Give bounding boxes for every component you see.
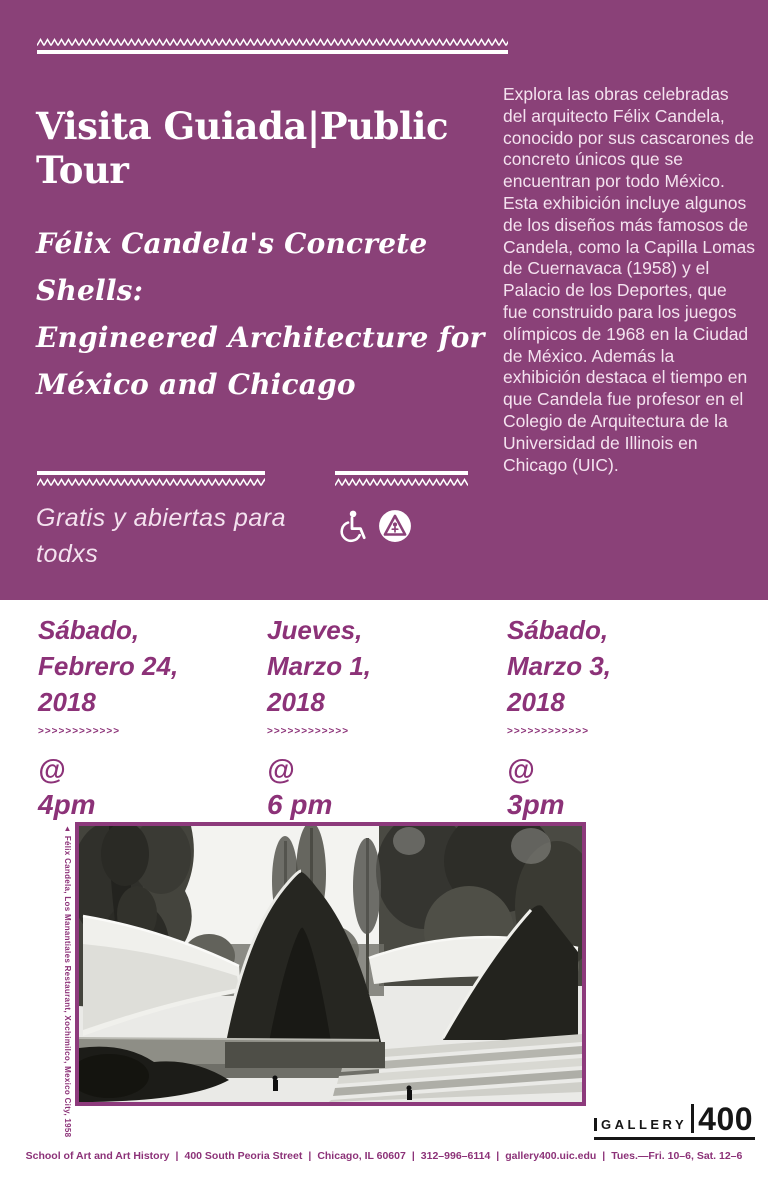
triangle-circle-access-icon	[378, 509, 412, 543]
chevron-divider: >>>>>>>>>>>>	[267, 726, 350, 737]
session-day: Sábado,	[507, 615, 609, 645]
left-bar-zigzag-divider	[37, 471, 265, 487]
footer-hours: Tues.—Fri. 10–6, Sat. 12–6	[611, 1150, 743, 1162]
session-column-mar3	[507, 612, 722, 823]
wheelchair-accessible-icon	[335, 508, 369, 544]
footer-city: Chicago, IL 60607	[317, 1150, 406, 1162]
chevron-divider: >>>>>>>>>>>>	[38, 726, 121, 737]
exhibition-photo	[75, 822, 586, 1106]
footer-school: School of Art and Art History	[25, 1150, 170, 1162]
session-year: 2018	[267, 687, 325, 717]
session-column-feb24	[38, 612, 253, 823]
divider-bar	[335, 471, 468, 475]
zigzag-line-icon	[37, 38, 508, 47]
at-symbol: @	[267, 754, 295, 785]
footer-contact-line	[0, 1150, 768, 1162]
exhibition-title-line: Engineered Architecture for	[36, 321, 485, 354]
footer-phone: 312–996–6114	[420, 1150, 491, 1162]
footer-separator: |	[308, 1150, 312, 1162]
footer-street: 400 South Peoria Street	[184, 1150, 303, 1162]
right-bar-zigzag-divider	[335, 471, 468, 487]
chevron-divider: >>>>>>>>>>>>	[507, 726, 590, 737]
session-time: 4pm	[38, 789, 96, 820]
session-date: Marzo 3,	[507, 651, 612, 681]
session-time: 3pm	[507, 789, 565, 820]
session-column-mar1	[267, 612, 482, 823]
accessibility-icons	[335, 508, 412, 544]
footer-separator: |	[602, 1150, 606, 1162]
divider-bar	[37, 50, 508, 54]
photo-caption: ▲ Félix Candela, Los Manantiales Restaurant, Xochimilco, Mexico City, 1958	[63, 824, 72, 1138]
logo-number-text: 400	[698, 1101, 754, 1137]
session-year: 2018	[38, 687, 96, 717]
exhibition-description: Explora las obras celebradas del arquitecto Félix Candela, conocido por sus cascarones de concreto únicos que se encuentran por todo México. Esta exhibición incluye algunos de los diseños más famosos de Candela, como la Capilla Lomas de Cuernavaca (1958) y el Palacio de los Deportes, que fue construido para los juegos olímpicos de 1968 en la Ciudad de México. Además la exhibición destaca el tiempo en que Candela fue profesor en el Colegio de Arquitectura de la Universidad de Illinois en Chicago (UIC).	[503, 84, 755, 475]
footer-website: gallery400.uic.edu	[505, 1150, 597, 1162]
footer-separator: |	[175, 1150, 179, 1162]
at-symbol: @	[38, 754, 66, 785]
session-day: Sábado,	[38, 615, 140, 645]
footer-separator: |	[411, 1150, 415, 1162]
tour-title: Visita Guiada|Public Tour	[36, 104, 449, 192]
session-year: 2018	[507, 687, 565, 717]
divider-bar	[37, 471, 265, 475]
session-date: Febrero 24,	[38, 651, 179, 681]
free-open-label: Gratis y abiertas para todxs	[36, 504, 286, 568]
logo-divider-bar	[691, 1104, 694, 1133]
session-day: Jueves,	[267, 615, 363, 645]
footer-separator: |	[496, 1150, 500, 1162]
zigzag-line-icon	[37, 478, 265, 487]
gallery-400-logo	[594, 1101, 755, 1140]
logo-tick-mark	[594, 1118, 597, 1131]
session-date: Marzo 1,	[267, 651, 372, 681]
session-time: 6 pm	[267, 789, 333, 820]
exhibition-title	[36, 220, 506, 408]
zigzag-line-icon	[335, 478, 468, 487]
concrete-shell-photo-illustration	[79, 826, 582, 1102]
at-symbol: @	[507, 754, 535, 785]
exhibition-title-line: Félix Candela's Concrete Shells:	[36, 227, 428, 307]
top-zigzag-divider	[37, 38, 508, 54]
logo-gallery-text: GALLERY	[601, 1117, 688, 1132]
exhibition-title-line: México and Chicago	[36, 368, 356, 401]
